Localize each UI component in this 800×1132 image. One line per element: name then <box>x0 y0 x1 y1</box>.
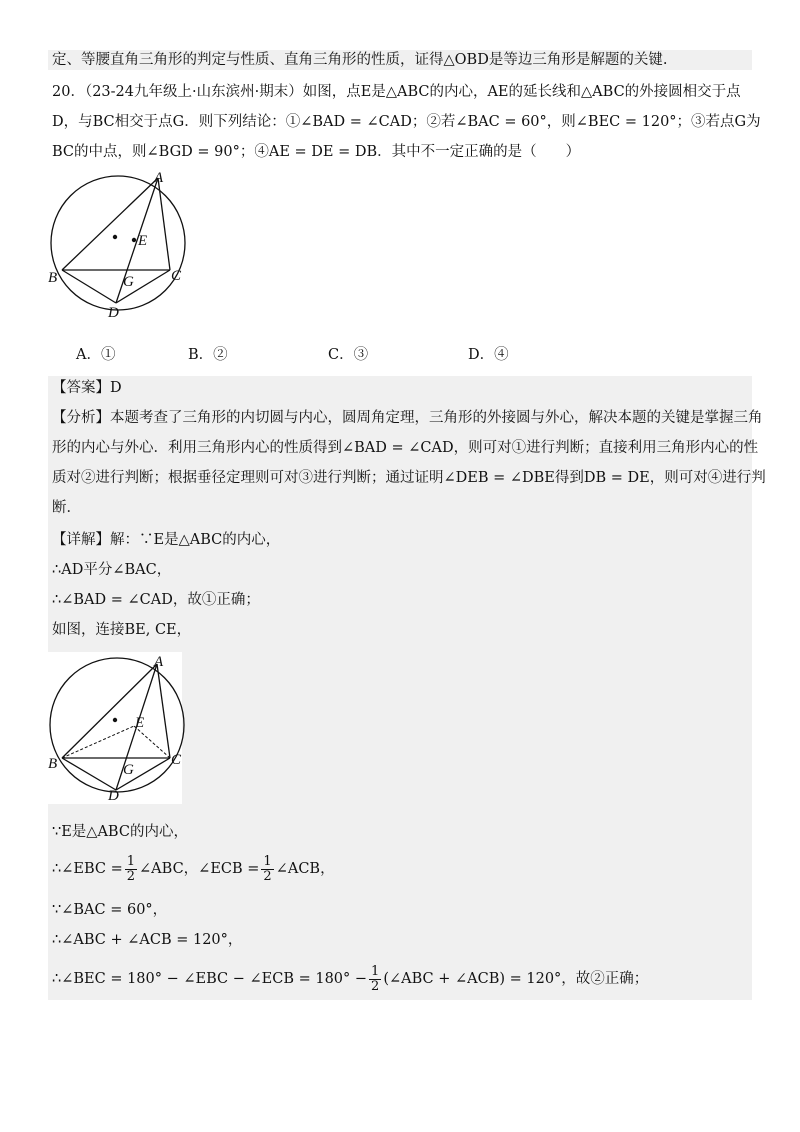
analysis-line-1: 【分析】本题考查了三角形的内切圆与内心，圆周角定理，三角形的外接圆与外心，解决本题的关键是掌握三角 <box>52 410 763 426</box>
label-a: A <box>154 170 164 186</box>
detail-line-3: ∴∠BAD = ∠CAD，故①正确； <box>52 592 260 608</box>
segment-be <box>62 726 134 758</box>
answer: 【答案】D <box>52 380 122 396</box>
label-d: D <box>108 305 119 320</box>
detail-line-4: 如图，连接BE, CE， <box>52 622 192 638</box>
option-d[interactable]: D．④ <box>468 347 509 363</box>
analysis-line-2: 形的内心与外心．利用三角形内心的性质得到∠BAD = ∠CAD，则可对①进行判断；直接利用三角形内心的性 <box>52 440 759 456</box>
question-line-1 <box>52 82 741 102</box>
label-e: E <box>138 233 148 249</box>
option-c[interactable]: C．③ <box>328 347 369 363</box>
option-a[interactable]: A．① <box>76 347 116 363</box>
center-dot <box>113 235 117 239</box>
question-line-3: BC的中点，则∠BGD = 90°；④AE = DE = DB．其中不一定正确的是（ ） <box>52 144 581 160</box>
fraction-half-1: $\frac{1}{2}$ <box>126 853 136 884</box>
label2-d: D <box>108 788 119 804</box>
circumcircle <box>51 176 185 310</box>
label2-g: G <box>123 762 134 778</box>
option-b[interactable]: B．② <box>188 347 228 363</box>
detail-line-8: ∴∠ABC + ∠ACB = 120°， <box>52 932 243 948</box>
fraction-half-3: $\frac{1}{2}$ <box>371 963 380 994</box>
detail-line-6: ∴∠EBC = $\frac{1}{2}$ ∠ABC，∠ECB = $\frac{1}{2}$ ∠ACB， <box>52 853 335 884</box>
question-line-2: D，与BC相交于点G．则下列结论：①∠BAD = ∠CAD；②若∠BAC = 60°，则∠BEC = 120°；③若点G为 <box>52 114 761 130</box>
question-text-1: 如图，点E是△ABC的内心，AE的延长线和△ABC的外接圆相交于点 <box>302 84 741 100</box>
incenter-dot <box>132 238 136 242</box>
label-c: C <box>171 268 182 284</box>
label2-c: C <box>171 752 182 768</box>
detail-line-2: ∴AD平分∠BAC， <box>52 562 172 578</box>
top-fragment: 定、等腰直角三角形的判定与性质、直角三角形的性质，证得△OBD是等边三角形是解题的关键. <box>52 52 668 68</box>
question-number: 20． <box>52 84 85 100</box>
label2-b: B <box>48 756 58 772</box>
detail-line-7: ∵∠BAC = 60°， <box>52 902 168 918</box>
label-g: G <box>123 274 134 290</box>
question-figure <box>46 170 196 320</box>
detail-line-1: 【详解】解：∵E是△ABC的内心， <box>52 532 281 548</box>
detail-line-9: ∴∠BEC = 180° − ∠EBC − ∠ECB = 180° − $\frac{1}{2}$ (∠ABC + ∠ACB) = 120°，故②正确； <box>52 963 649 994</box>
label2-a: A <box>154 654 164 670</box>
analysis-line-4: 断． <box>52 500 81 516</box>
label-b: B <box>48 270 58 286</box>
label2-e: E <box>135 715 145 731</box>
fraction-half-2: $\frac{1}{2}$ <box>263 853 272 884</box>
question-source: （23-24九年级上·山东滨州·期末） <box>84 84 303 100</box>
detail-line-5: ∵E是△ABC的内心， <box>52 824 188 840</box>
analysis-line-3: 质对②进行判断；根据垂径定理则可对③进行判断；通过证明∠DEB = ∠DBE得到DB = DE，则可对④进行判 <box>52 470 766 486</box>
solution-figure <box>46 652 186 804</box>
